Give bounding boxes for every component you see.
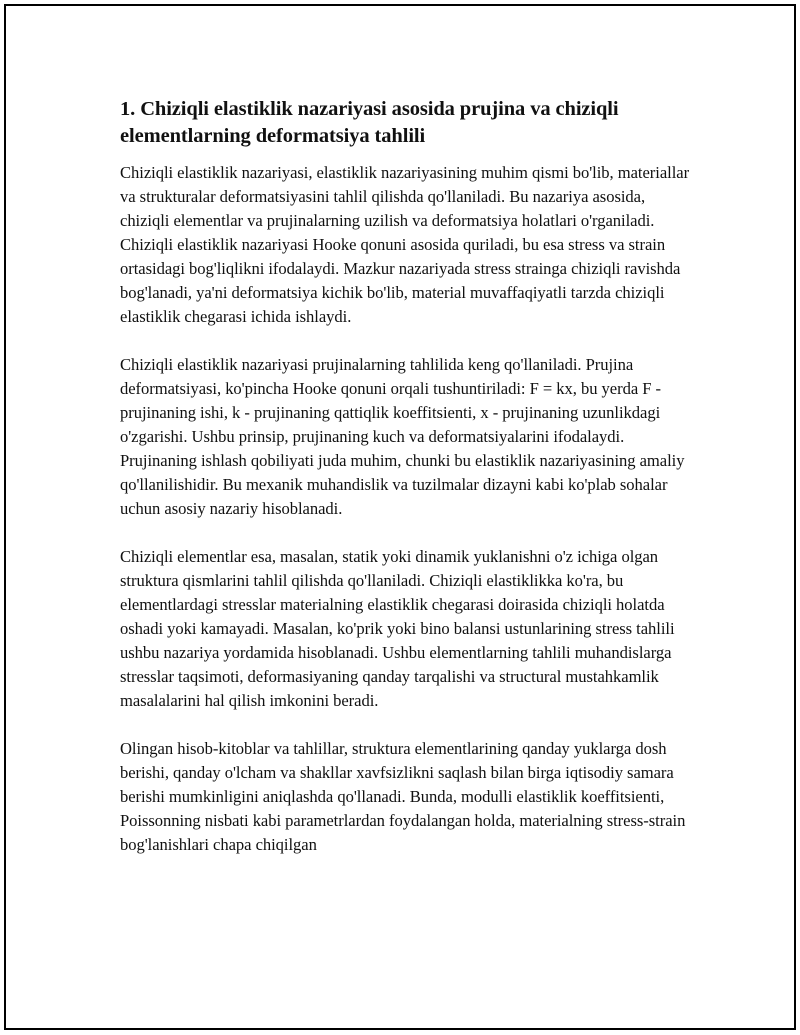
paragraph-2: Chiziqli elastiklik nazariyasi prujinalarning tahlilida keng qo'llaniladi. Prujina deformatsiyasi, ko'pincha Hooke qonuni orqali tushuntiriladi: F = kx, bu yerda F - prujinaning ishi, k - prujinaning qattiqlik koeffitsienti, x - prujinaning uzunlikdagi o'zgarishi. Ushbu prinsip, prujinaning kuch va deformatsiyalarini ifodalaydi. Prujinaning ishlash qobiliyati juda muhim, chunki bu elastiklik nazariyasining amaliy qo'llanilishidir. Bu mexanik muhandislik va tuzilmalar dizayni kabi ko'plab sohalar uchun asosiy nazariy hisoblanadi.: [120, 355, 685, 518]
document-body: [120, 96, 690, 881]
paragraph-3: Chiziqli elementlar esa, masalan, statik yoki dinamik yuklanishni o'z ichiga olgan struktura qismlarini tahlil qilishda qo'llaniladi. Chiziqli elastiklikka ko'ra, bu elementlardagi stresslar materialning elastiklik chegarasi doirasida chiziqli holatda oshadi yoki kamayadi. Masalan, ko'prik yoki bino balansi ustunlarining stress tahlili ushbu nazariya yordamida hisoblanadi. Ushbu elementlarning tahlili muhandislarga stresslar taqsimoti, deformasiyaning qanday tarqalishi va structural mustahkamlik masalalarini hal qilish imkonini beradi.: [120, 547, 675, 710]
document-heading: 1. Chiziqli elastiklik nazariyasi asosida prujina va chiziqli elementlarning deformatsiya tahlili: [120, 98, 619, 147]
document-page: [4, 4, 796, 1030]
paragraph-1: Chiziqli elastiklik nazariyasi, elastiklik nazariyasining muhim qismi bo'lib, materiallar va strukturalar deformatsiyasini tahlil qilishda qo'llaniladi. Bu nazariya asosida, chiziqli elementlar va prujinalarning uzilish va deformatsiya holatlari o'rganiladi. Chiziqli elastiklik nazariyasi Hooke qonuni asosida quriladi, bu esa stress va strain ortasidagi bog'liqlikni ifodalaydi. Mazkur nazariyada stress strainga chiziqli ravishda bog'lanadi, ya'ni deformatsiya kichik bo'lib, material muvaffaqiyatli tarzda chiziqli elastiklik chegarasi ichida ishlaydi.: [120, 163, 690, 326]
paragraph-4: Olingan hisob-kitoblar va tahlillar, struktura elementlarining qanday yuklarga dosh berishi, qanday o'lcham va shakllar xavfsizlikni saqlash bilan birga iqtisodiy samara berishi mumkinligini aniqlashda qo'llanadi. Bunda, modulli elastiklik koeffitsienti, Poissonning nisbati kabi parametrlardan foydalangan holda, materialning stress-strain bog'lanishlari chapa chiqilgan: [120, 739, 686, 854]
